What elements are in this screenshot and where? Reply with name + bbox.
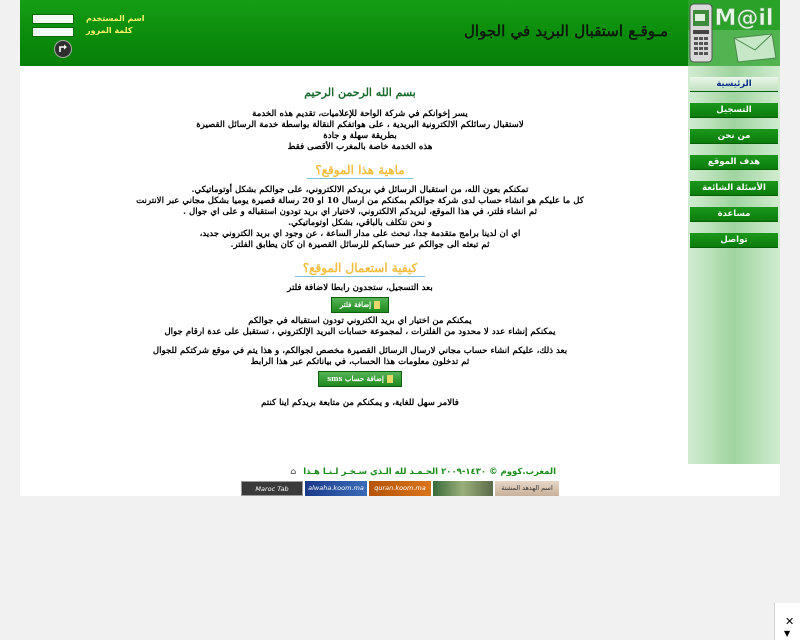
text-line: ثم انشاء فلتر، في هذا الموقع، لبريدكم الالكتروني، لاختيار اي بريد تودون استقباله و على اي جوال . — [182, 207, 538, 217]
section-how-text — [50, 283, 670, 409]
sms-icon — [387, 375, 393, 383]
intro-text — [50, 109, 670, 153]
username-input[interactable] — [32, 14, 74, 24]
intro-line: لاستقبال رسائلكم الالكترونية البريدية ، على هواتفكم النقالة بواسطة خدمة الرسائل القصيرة — [196, 120, 524, 130]
intro-line: بطريقة سهلة و جادة — [323, 131, 397, 141]
close-icon[interactable]: ✕ — [785, 615, 795, 628]
banner-image[interactable] — [433, 481, 493, 496]
site-title: مـوقـع استقبال البريد في الجوال — [464, 22, 668, 40]
basmala-heading: بسم الله الرحمن الرحيم — [304, 86, 416, 99]
add-filter-label: إضافة فلتر — [339, 300, 372, 309]
text-line: يمكنكم إنشاء عدد لا محدود من الفلترات ، لمجموعة حسابات البريد الإلكتروني ، تستقبل على عدة ارقام جوال — [164, 327, 556, 337]
mail-phone-logo-icon — [688, 0, 780, 66]
sidebar-nav — [688, 66, 780, 464]
add-sms-account-button[interactable] — [318, 371, 402, 387]
intro-line: يسر إخوانكم في شركة الواحة للإعلاميات، تقديم هذه الخدمة — [252, 109, 468, 119]
svg-text:M@il: M@il — [714, 6, 774, 31]
text-line: يمكنكم من اختيار اي بريد الكتروني تودون استقباله في جوالكم — [248, 316, 472, 326]
site-header — [20, 0, 780, 66]
password-label: كلمة المرور — [86, 26, 133, 35]
text-line: بعد ذلك، عليكم انشاء حساب مجاني لارسال الرسائل القصيرة مخصص لجوالكم، و هذا يتم في موقع شركتكم للجوال — [152, 346, 568, 356]
intro-line: هذه الخدمة خاصة بالمغرب الأقصى فقط — [287, 142, 433, 152]
main-content — [50, 80, 670, 409]
spacer — [50, 390, 670, 398]
filter-icon — [374, 301, 380, 309]
closing-line: فالامر سهل للغاية، و يمكنكم من متابعة بريدكم اينا كنتم — [261, 398, 459, 408]
banner-alwaha[interactable]: alwaha.koom.ma — [305, 481, 367, 496]
text-line: ثم تدخلون معلومات هذا الحساب، في بياناتكم عبر هذا الرابط — [250, 357, 470, 367]
home-icon[interactable]: ⌂ — [290, 467, 297, 477]
banner-hudhud[interactable]: اسم الهدهد المشتة — [495, 481, 559, 496]
partner-banners — [241, 481, 561, 496]
add-filter-button[interactable] — [331, 297, 389, 313]
username-label: اسم المستخدم — [86, 14, 145, 23]
text-line: كل ما عليكم هو انشاء حساب لدى شركة جوالكم بمكنكم من ارسال 10 او 20 رسالة قصيرة يوميا بشكل مجاني عبر الانترنت — [136, 196, 584, 206]
arrow-enter-icon — [55, 41, 71, 57]
nav-item-contact[interactable]: تواصل — [690, 233, 778, 248]
section-what-text — [50, 185, 670, 251]
nav-item-faq[interactable]: الأسئلة الشائعة — [690, 181, 778, 196]
text-line: و نحن نتكلف بالباقي، بشكل اوتوماتيكي. — [288, 218, 432, 228]
login-box — [30, 12, 170, 60]
text-line: بعد التسجيل، ستجدون رابطا لاضافة فلتر — [287, 283, 433, 293]
nav-item-about[interactable]: من نحن — [690, 129, 778, 144]
nav-item-home[interactable]: الرئيسية — [690, 77, 778, 92]
page-frame — [20, 0, 780, 496]
banner-quran[interactable]: quran.koom.ma — [369, 481, 431, 496]
login-submit-button[interactable] — [54, 40, 72, 58]
section-title-what: ماهية هذا الموقع؟ — [307, 163, 412, 179]
text-line: اي ان لدينا برامج متقدمة جدا، تبحث على مدار الساعة ، عن وجود اي بريد الكتروني جديد، — [199, 229, 521, 239]
nav-item-register[interactable]: التسجيل — [690, 103, 778, 118]
text-line: ثم تبعثه الى جوالكم عبر حسابكم للرسائل القصيرة ان كان يطابق الفلتر. — [230, 240, 490, 250]
footer-copyright — [246, 467, 556, 477]
site-logo — [688, 0, 780, 66]
text-line: تمكنكم بعون الله، من استقبال الرسائل في بريدكم الالكتروني، على جوالكم بشكل أوتوماتيكي. — [191, 185, 529, 195]
section-title-how: كيفية استعمال الموقع؟ — [295, 261, 426, 277]
banner-maroc-tab[interactable]: Maroc Tab — [241, 481, 303, 496]
scroll-down-icon[interactable]: ▼ — [784, 629, 791, 638]
password-input[interactable] — [32, 27, 74, 37]
nav-item-goal[interactable]: هدف الموقع — [690, 155, 778, 170]
nav-item-help[interactable]: مساعدة — [690, 207, 778, 222]
copyright-text: المغرب.كووم © ١٤٣٠-٢٠٠٩ الحـمـد لله الـذي سـخـر لـنـا هـذا — [303, 467, 556, 477]
add-sms-label: إضافة حساب sms — [327, 374, 384, 383]
spacer — [50, 338, 670, 346]
scroll-corner — [774, 603, 800, 640]
